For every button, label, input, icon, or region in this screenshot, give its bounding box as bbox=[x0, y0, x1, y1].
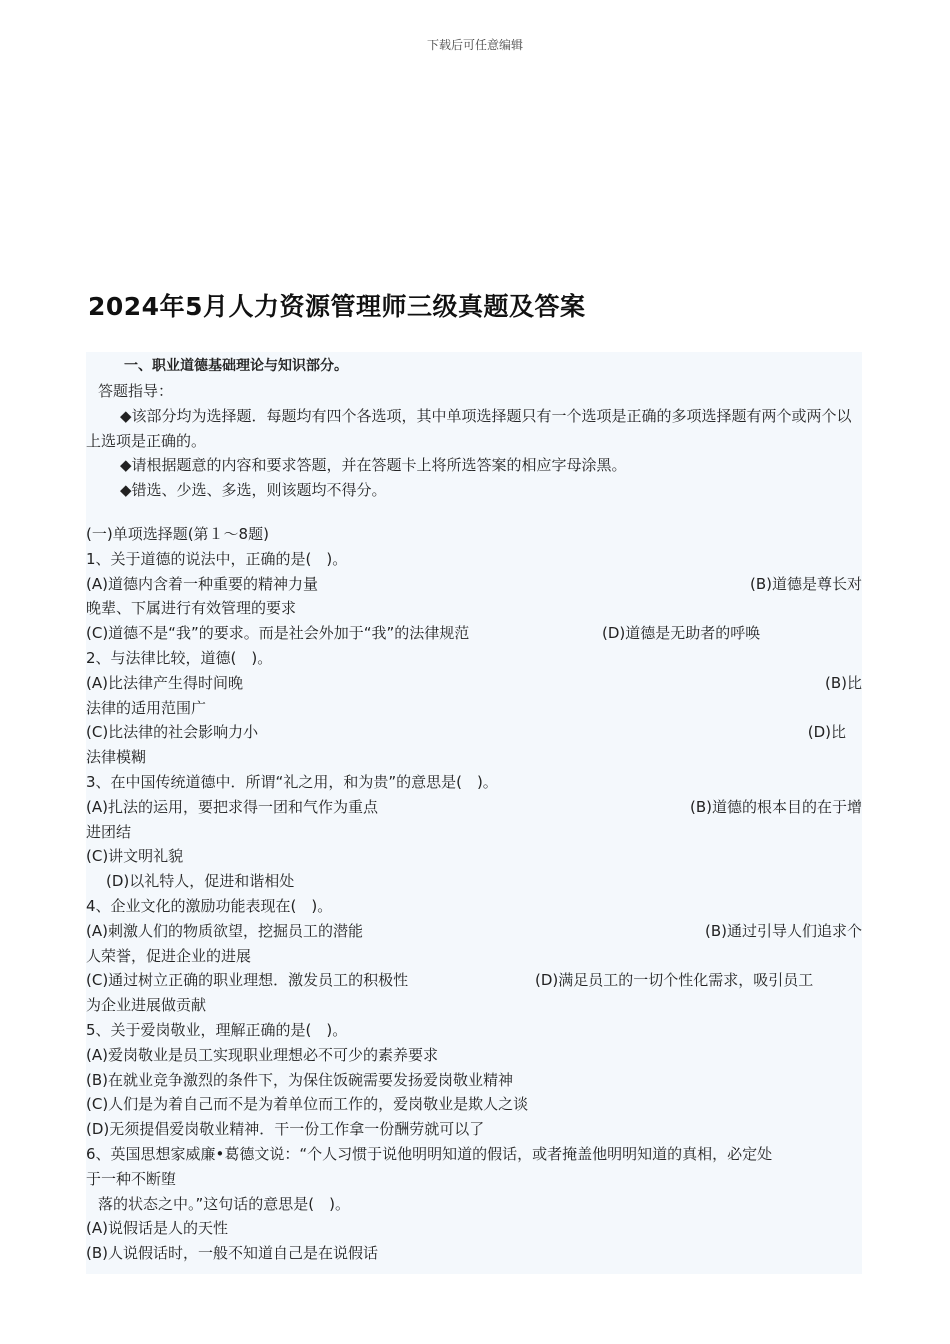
option-b: (B)通过引导人们追求个 bbox=[705, 921, 862, 940]
option-d: (D)无须提倡爱岗敬业精神．干一份工作拿一份酬劳就可以了 bbox=[86, 1120, 485, 1139]
option-b-continued: 进团结 bbox=[86, 822, 132, 841]
option-d: (D)比 bbox=[807, 723, 846, 742]
option-c: (C)比法律的社会影响力小 bbox=[86, 723, 259, 742]
option-a: (A)扎法的运用，要把求得一团和气作为重点 bbox=[86, 797, 378, 816]
option-d-continued: 为企业进展做贡献 bbox=[86, 996, 207, 1015]
question-stem-continued: 落的状态之中。”这句话的意思是( )。 bbox=[98, 1194, 350, 1213]
document-body bbox=[86, 352, 862, 1274]
option-d: (D)道德是无助者的呼唤 bbox=[602, 624, 761, 643]
question-stem: 4、企业文化的激励功能表现在( )。 bbox=[86, 896, 333, 915]
option-b: (B)人说假话时，一般不知道自己是在说假话 bbox=[86, 1244, 378, 1263]
option-d: (D)以礼特人，促进和谐相处 bbox=[106, 872, 295, 891]
guide-label: 答题指导： bbox=[98, 382, 174, 400]
option-row bbox=[86, 572, 862, 597]
question-stem: 3、在中国传统道德中．所谓“礼之用，和为贵”的意思是( )。 bbox=[86, 772, 498, 791]
option-c: (C)通过树立正确的职业理想．激发员工的积极性 bbox=[86, 971, 409, 990]
option-row bbox=[86, 720, 862, 745]
option-row bbox=[86, 621, 862, 646]
option-b-continued: 晚辈、下属进行有效管理的要求 bbox=[86, 599, 297, 618]
option-row bbox=[86, 968, 862, 993]
question-stem: 2、与法律比较，道德( )。 bbox=[86, 648, 273, 667]
option-a: (A)爱岗敬业是员工实现职业理想必不可少的素养要求 bbox=[86, 1045, 438, 1064]
page-title: 2024年5月人力资源管理师三级真题及答案 bbox=[88, 292, 586, 321]
option-b: (B)道德是尊长对 bbox=[750, 574, 862, 593]
question-stem: 6、英国思想家威廉•葛德文说：“个人习惯于说他明明知道的假话，或者掩盖他明明知道的真相，必定处 bbox=[86, 1144, 773, 1163]
option-a: (A)说假话是人的天性 bbox=[86, 1219, 228, 1238]
option-b-continued: 人荣誉，促进企业的进展 bbox=[86, 946, 252, 965]
option-row bbox=[86, 671, 862, 696]
guide-bullet: ◆错选、少选、多选，则该题均不得分。 bbox=[120, 481, 387, 500]
option-b-continued: 法律的适用范围广 bbox=[86, 698, 207, 717]
option-a: (A)比法律产生得时间晚 bbox=[86, 673, 243, 692]
option-b: (B)道德的根本目的在于增 bbox=[690, 797, 862, 816]
option-row bbox=[86, 795, 862, 820]
option-c: (C)人们是为着自己而不是为着单位而工作的，爱岗敬业是欺人之谈 bbox=[86, 1095, 529, 1114]
option-a: (A)刺激人们的物质欲望，挖掘员工的潜能 bbox=[86, 921, 363, 940]
option-a: (A)道德内含着一种重要的精神力量 bbox=[86, 574, 318, 593]
section-heading: 一、职业道德基础理论与知识部分。 bbox=[124, 358, 348, 374]
header-note: 下载后可任意编辑 bbox=[426, 38, 523, 52]
option-b: (B)比 bbox=[825, 673, 862, 692]
option-c: (C)道德不是“我”的要求。而是社会外加于“我”的法律规范 bbox=[86, 624, 470, 643]
option-d: (D)满足员工的一切个性化需求，吸引员工 bbox=[535, 971, 814, 990]
option-c: (C)讲文明礼貌 bbox=[86, 847, 184, 866]
guide-bullet: ◆请根据题意的内容和要求答题，并在答题卡上将所选答案的相应字母涂黑。 bbox=[120, 456, 627, 475]
question-stem: 5、关于爱岗敬业，理解正确的是( )。 bbox=[86, 1020, 348, 1039]
question-stem-continued: 于一种不断堕 bbox=[86, 1169, 177, 1188]
option-row bbox=[86, 919, 862, 944]
question-stem: 1、关于道德的说法中，正确的是( )。 bbox=[86, 549, 348, 568]
option-b: (B)在就业竞争激烈的条件下，为保住饭碗需要发扬爱岗敬业精神 bbox=[86, 1070, 513, 1089]
option-d-continued: 法律模糊 bbox=[86, 748, 147, 767]
part-heading: (一)单项选择题(第１～8题) bbox=[86, 524, 269, 543]
guide-bullet: ◆该部分均为选择题．每题均有四个各选项，其中单项选择题只有一个选项是正确的多项选择题有两个或两个以上选项是正确的。 bbox=[86, 406, 852, 450]
